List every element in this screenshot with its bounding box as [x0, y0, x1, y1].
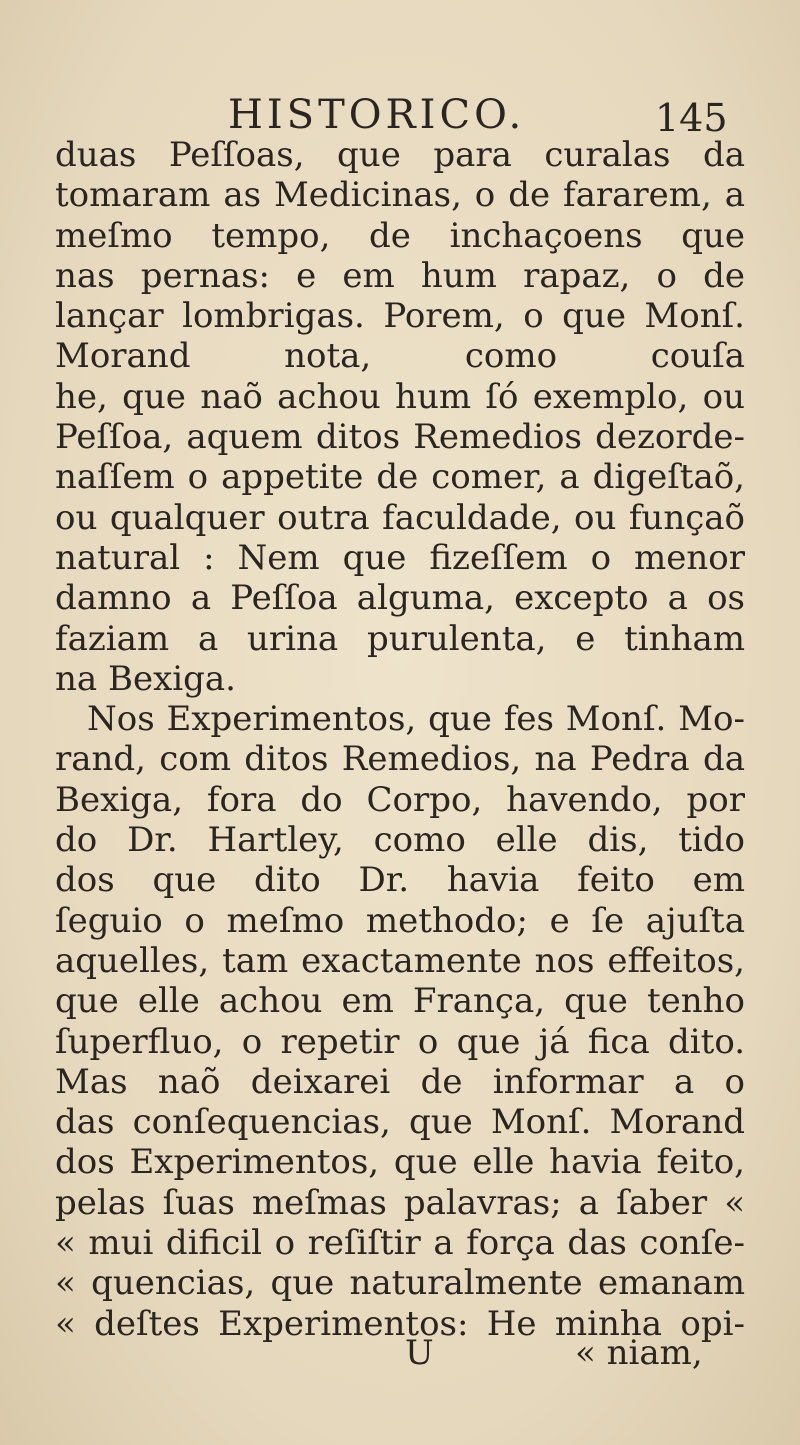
text-line: nas pernas: e em hum rapaz, o de	[55, 255, 745, 296]
page-footer	[0, 1333, 800, 1373]
text-line: Peſſoa, aquem ditos Remedios dezorde-	[55, 417, 745, 458]
page-number: 145	[655, 96, 728, 140]
text-line: ſeguio o meſmo methodo; e ſe ajuſta	[55, 900, 745, 941]
text-line: que elle achou em França, que tenho	[55, 981, 745, 1022]
text-line: pelas ſuas meſmas palavras; a ſaber «	[55, 1182, 745, 1223]
text-line: dos que dito Dr. havia feito em	[55, 860, 745, 901]
text-line: naſſem o appetite de comer, a digeſtaõ,	[55, 457, 745, 498]
text-line: meſmo tempo, de inchaçoens que	[55, 215, 745, 256]
text-line: duas Peſſoas, que para curalas da	[55, 135, 745, 175]
text-line: na Bexiga.	[55, 658, 236, 699]
body-text	[55, 135, 745, 1344]
text-line: rand, com ditos Remedios, na Pedra da	[55, 739, 745, 780]
text-line: lançar lombrigas. Porem, o que Monſ.	[55, 296, 745, 337]
text-line: « deſtes Experimentos: He minha opi-	[55, 1303, 745, 1344]
text-line: Morand nota, como couſa	[55, 336, 745, 377]
text-line: « quencias, que naturalmente emanam	[55, 1263, 745, 1304]
running-title: HISTORICO.	[228, 92, 526, 138]
text-line: damno a Peſſoa alguma, excepto a os	[55, 578, 745, 619]
text-line: tomaram as Medicinas, o de fararem, a	[55, 175, 745, 216]
catchword: « niam,	[575, 1333, 703, 1373]
text-line: natural : Nem que fizeſſem o menor	[55, 537, 745, 578]
text-line: Mas naõ deixarei de informar a o	[55, 1061, 745, 1102]
text-line: Bexiga, fora do Corpo, havendo, por	[55, 779, 745, 820]
text-line: ſuperfluo, o repetir o que já fica dito.	[55, 1021, 745, 1062]
text-line: das conſequencias, que Monſ. Morand	[55, 1102, 745, 1143]
signature-mark: U	[405, 1333, 434, 1373]
text-line: do Dr. Hartley, como elle dis, tido	[55, 820, 745, 861]
text-line: faziam a urina purulenta, e tinham	[55, 618, 745, 659]
text-line: aquelles, tam exactamente nos effeitos,	[55, 940, 745, 981]
text-line: « mui dificil o reſiſtir a força das conſe-	[55, 1223, 745, 1264]
text-line: he, que naõ achou hum ſó exemplo, ou	[55, 376, 745, 417]
text-line: Nos Experimentos, que fes Monſ. Mo-	[87, 699, 745, 740]
text-line: dos Experimentos, que elle havia feito,	[55, 1142, 745, 1183]
text-line: ou qualquer outra faculdade, ou funçaõ	[55, 497, 745, 538]
